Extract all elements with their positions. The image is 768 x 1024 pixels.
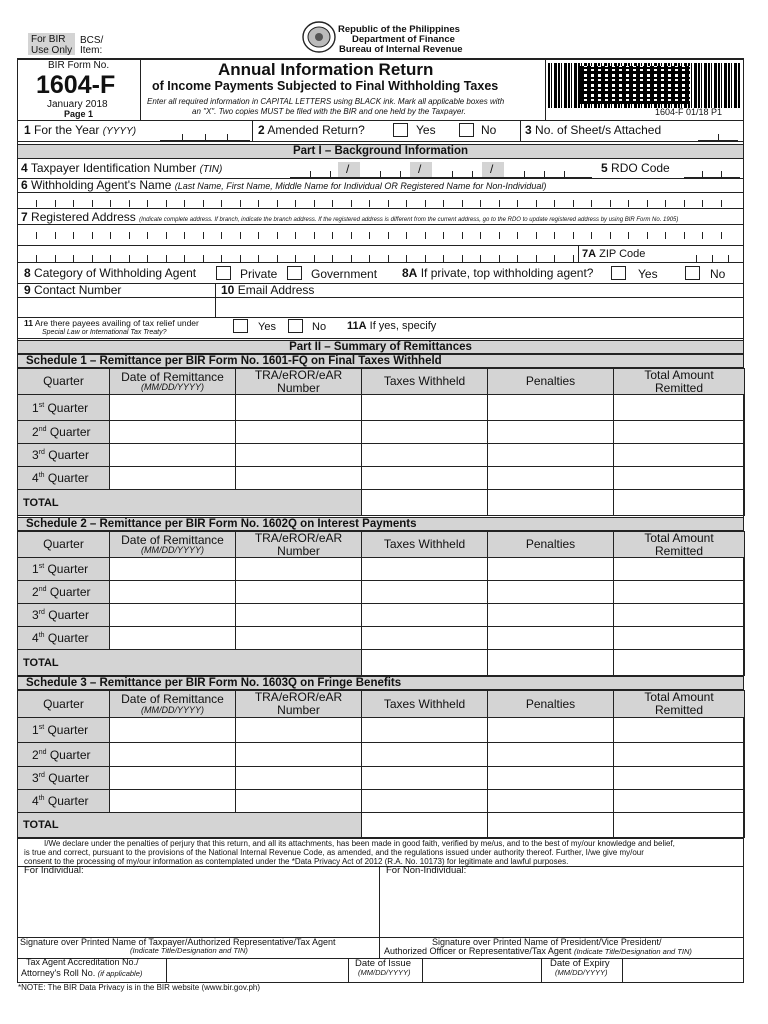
accreditation-label-2: Attorney's Roll No. (if applicable) bbox=[21, 968, 143, 978]
header-total-remitted: Total Amount Remitted bbox=[614, 691, 745, 718]
tra-cell[interactable] bbox=[236, 421, 362, 444]
table-row bbox=[18, 467, 745, 490]
date-of-issue-input[interactable] bbox=[423, 959, 541, 982]
tin-label: 4 Taxpayer Identification Number (TIN) bbox=[21, 161, 223, 175]
table-row bbox=[18, 718, 745, 743]
bir-seal-icon bbox=[302, 21, 336, 53]
total-cell[interactable] bbox=[614, 444, 745, 467]
header-penalties: Penalties bbox=[488, 369, 614, 395]
rdo-code-input[interactable] bbox=[684, 164, 740, 178]
category-government-label: Government bbox=[311, 267, 378, 281]
date-of-expiry-label: Date of Expiry bbox=[550, 958, 610, 969]
tra-cell[interactable] bbox=[236, 767, 362, 790]
taxes-cell[interactable] bbox=[362, 604, 488, 627]
form-title: Annual Information Return bbox=[218, 60, 434, 79]
quarter-label: 3rd Quarter bbox=[18, 767, 110, 790]
date-cell[interactable] bbox=[110, 790, 236, 813]
amended-no-label: No bbox=[481, 123, 497, 137]
penalties-cell[interactable] bbox=[488, 604, 614, 627]
tin-separator: / bbox=[346, 162, 350, 176]
page-number: Page 1 bbox=[64, 109, 94, 119]
total-penalties-cell[interactable] bbox=[488, 650, 614, 676]
contact-number-label: 9 Contact Number bbox=[24, 283, 122, 297]
bureau-text: Bureau of Internal Revenue bbox=[339, 44, 463, 55]
tax-relief-no-checkbox[interactable] bbox=[288, 319, 303, 333]
quarter-label: 1st Quarter bbox=[18, 718, 110, 743]
penalties-cell[interactable] bbox=[488, 395, 614, 421]
sheets-attached-input[interactable] bbox=[698, 128, 738, 141]
penalties-cell[interactable] bbox=[488, 767, 614, 790]
header-date: Date of Remittance (MM/DD/YYYY) bbox=[110, 691, 236, 718]
department-text: Department of Finance bbox=[352, 34, 455, 45]
category-private-label: Private bbox=[240, 267, 278, 281]
specify-input[interactable] bbox=[446, 319, 742, 337]
tra-cell[interactable] bbox=[236, 444, 362, 467]
table-row bbox=[18, 421, 745, 444]
table-row bbox=[18, 581, 745, 604]
penalties-cell[interactable] bbox=[488, 421, 614, 444]
item-3-sheets bbox=[525, 124, 661, 137]
table-row bbox=[18, 790, 745, 813]
individual-signature-hint: (Indicate Title/Designation and TIN) bbox=[130, 946, 248, 955]
year-input[interactable] bbox=[160, 128, 250, 141]
penalties-cell[interactable] bbox=[488, 790, 614, 813]
tra-cell[interactable] bbox=[236, 718, 362, 743]
table-row bbox=[18, 743, 745, 767]
total-cell[interactable] bbox=[614, 467, 745, 490]
schedule-1-table bbox=[17, 368, 745, 516]
for-non-individual-label: For Non-Individual: bbox=[386, 865, 467, 876]
total-penalties-cell[interactable] bbox=[488, 490, 614, 516]
tax-relief-yes-checkbox[interactable] bbox=[233, 319, 248, 333]
quarter-label: 4th Quarter bbox=[18, 467, 110, 490]
declaration-line-2: is true and correct, pursuant to the provisions of the National Internal Revenue Code, as amended, and the regulations issued under authority thereof. Further, I/we give my/our bbox=[24, 848, 644, 857]
taxes-cell[interactable] bbox=[362, 743, 488, 767]
total-amount-cell[interactable] bbox=[614, 490, 745, 516]
category-label: 8 Category of Withholding Agent bbox=[24, 266, 197, 280]
top-agent-no-checkbox[interactable] bbox=[685, 266, 700, 280]
header-quarter: Quarter bbox=[18, 369, 110, 395]
tra-cell[interactable] bbox=[236, 467, 362, 490]
registered-address-input-2[interactable] bbox=[18, 246, 578, 262]
quarter-label: 1st Quarter bbox=[18, 395, 110, 421]
total-row bbox=[18, 490, 745, 516]
taxes-cell[interactable] bbox=[362, 581, 488, 604]
taxes-cell[interactable] bbox=[362, 558, 488, 581]
form-date: January 2018 bbox=[47, 99, 108, 110]
header-date: Date of Remittance (MM/DD/YYYY) bbox=[110, 369, 236, 395]
tax-relief-yes-label: Yes bbox=[258, 321, 276, 333]
zip-code-input[interactable] bbox=[680, 248, 742, 262]
total-taxes-cell[interactable] bbox=[362, 813, 488, 838]
tin-separator: / bbox=[490, 162, 494, 176]
declaration-line-3: consent to the processing of my/our information as contemplated under the *Data Privacy Act of 2012 (R.A. No. 10173) for legitimate and lawful purposes. bbox=[24, 857, 569, 866]
agent-name-input[interactable] bbox=[18, 193, 742, 207]
taxes-cell[interactable] bbox=[362, 718, 488, 743]
form-number: 1604-F bbox=[36, 71, 116, 99]
item-2-num: 2 bbox=[258, 123, 265, 137]
penalties-cell[interactable] bbox=[488, 581, 614, 604]
non-individual-signature-label-1: Signature over Printed Name of President/Vice President/ bbox=[432, 937, 662, 947]
top-agent-yes-label: Yes bbox=[638, 267, 658, 281]
header-taxes-withheld: Taxes Withheld bbox=[362, 691, 488, 718]
item-3-num: 3 bbox=[525, 123, 532, 137]
for-individual-label: For Individual: bbox=[24, 865, 84, 876]
part-1-banner: Part I – Background Information bbox=[17, 144, 744, 159]
taxes-cell[interactable] bbox=[362, 421, 488, 444]
date-cell[interactable] bbox=[110, 558, 236, 581]
header-tra: TRA/eROR/eAR Number bbox=[236, 691, 362, 718]
declaration-line-1: I/We declare under the penalties of perjury that this return, and all its attachments, has been made in good faith, verified by me/us, and to the best of my/our knowledge and belief, bbox=[44, 839, 675, 848]
taxes-cell[interactable] bbox=[362, 467, 488, 490]
zip-code-label: 7A ZIP Code bbox=[582, 248, 646, 260]
contact-number-input[interactable] bbox=[18, 298, 214, 316]
total-cell[interactable] bbox=[614, 558, 745, 581]
header-taxes-withheld: Taxes Withheld bbox=[362, 369, 488, 395]
total-row bbox=[18, 650, 745, 676]
date-cell[interactable] bbox=[110, 627, 236, 650]
agent-name-label: 6 Withholding Agent's Name (Last Name, First Name, Middle Name for Individual OR Registered Name for Non-Individual) bbox=[21, 178, 547, 192]
item-3-label: No. of Sheet/s Attached bbox=[535, 123, 662, 137]
header-date: Date of Remittance (MM/DD/YYYY) bbox=[110, 532, 236, 558]
use-only-label: Use Only bbox=[31, 45, 73, 56]
tax-relief-label-2: Special Law or International Tax Treaty? bbox=[42, 329, 167, 336]
for-bir-label: For BIR bbox=[31, 34, 66, 45]
total-label: TOTAL bbox=[18, 650, 362, 676]
amended-yes-label: Yes bbox=[416, 123, 436, 137]
instruction-line-2: an "X". Two copies MUST be filed with the BIR and one held by the Taxpayer. bbox=[192, 107, 466, 116]
total-taxes-cell[interactable] bbox=[362, 490, 488, 516]
tin-input[interactable] bbox=[290, 162, 592, 178]
date-of-expiry-input[interactable] bbox=[623, 959, 742, 982]
date-cell[interactable] bbox=[110, 467, 236, 490]
schedule-2-title: Schedule 2 – Remittance per BIR Form No. 1602Q on Interest Payments bbox=[17, 517, 744, 531]
table-row bbox=[18, 395, 745, 421]
header-tra: TRA/eROR/eAR Number bbox=[236, 532, 362, 558]
schedule-3-table bbox=[17, 690, 745, 838]
quarter-label: 2nd Quarter bbox=[18, 743, 110, 767]
tra-cell[interactable] bbox=[236, 790, 362, 813]
header-total-remitted: Total Amount Remitted bbox=[614, 532, 745, 558]
header-tra: TRA/eROR/eAR Number bbox=[236, 369, 362, 395]
taxes-cell[interactable] bbox=[362, 627, 488, 650]
non-individual-signature-area[interactable] bbox=[380, 878, 742, 936]
total-penalties-cell[interactable] bbox=[488, 813, 614, 838]
accreditation-input[interactable] bbox=[167, 959, 348, 982]
total-cell[interactable] bbox=[614, 395, 745, 421]
table-row bbox=[18, 444, 745, 467]
total-amount-cell[interactable] bbox=[614, 813, 745, 838]
amended-yes-checkbox[interactable] bbox=[393, 123, 408, 137]
date-cell[interactable] bbox=[110, 444, 236, 467]
date-cell[interactable] bbox=[110, 395, 236, 421]
top-agent-label: 8A If private, top withholding agent? bbox=[402, 266, 594, 280]
instruction-line-1: Enter all required information in CAPITAL LETTERS using BLACK ink. Mark all applicable boxes with bbox=[147, 97, 505, 106]
header-taxes-withheld: Taxes Withheld bbox=[362, 532, 488, 558]
total-cell[interactable] bbox=[614, 767, 745, 790]
total-label: TOTAL bbox=[18, 490, 362, 516]
total-label: TOTAL bbox=[18, 813, 362, 838]
quarter-label: 3rd Quarter bbox=[18, 444, 110, 467]
item-2-label: Amended Return? bbox=[267, 123, 365, 137]
header-quarter: Quarter bbox=[18, 532, 110, 558]
total-row bbox=[18, 813, 745, 838]
date-of-issue-hint: (MM/DD/YYYY) bbox=[358, 968, 411, 977]
quarter-label: 2nd Quarter bbox=[18, 421, 110, 444]
tra-cell[interactable] bbox=[236, 558, 362, 581]
header-penalties: Penalties bbox=[488, 532, 614, 558]
date-cell[interactable] bbox=[110, 767, 236, 790]
total-taxes-cell[interactable] bbox=[362, 650, 488, 676]
accreditation-label-1: Tax Agent Accreditation No./ bbox=[26, 957, 139, 967]
amended-no-checkbox[interactable] bbox=[459, 123, 474, 137]
item-1-label: For the Year bbox=[34, 123, 100, 137]
top-agent-yes-checkbox[interactable] bbox=[611, 266, 626, 280]
tra-cell[interactable] bbox=[236, 604, 362, 627]
date-of-issue-label: Date of Issue bbox=[355, 958, 411, 969]
total-cell[interactable] bbox=[614, 604, 745, 627]
registered-address-label: 7 Registered Address (Indicate complete address. If branch, indicate the branch address. If the registered address is different from the current address, go to the RDO to update registered address by using BIR Form No. 1905) bbox=[21, 210, 679, 224]
form-no-label: BIR Form No. bbox=[48, 60, 110, 71]
date-cell[interactable] bbox=[110, 581, 236, 604]
quarter-label: 4th Quarter bbox=[18, 790, 110, 813]
quarter-label: 3rd Quarter bbox=[18, 604, 110, 627]
taxes-cell[interactable] bbox=[362, 395, 488, 421]
total-cell[interactable] bbox=[614, 743, 745, 767]
tra-cell[interactable] bbox=[236, 581, 362, 604]
penalties-cell[interactable] bbox=[488, 444, 614, 467]
date-cell[interactable] bbox=[110, 421, 236, 444]
tin-separator: / bbox=[418, 162, 422, 176]
date-of-expiry-hint: (MM/DD/YYYY) bbox=[555, 968, 608, 977]
penalties-cell[interactable] bbox=[488, 743, 614, 767]
item-1-num: 1 bbox=[24, 123, 31, 137]
republic-text: Republic of the Philippines bbox=[338, 24, 460, 35]
form-subtitle: of Income Payments Subjected to Final Withholding Taxes bbox=[152, 79, 499, 93]
item-2-amended bbox=[258, 124, 365, 137]
bcs-label: BCS/ bbox=[80, 35, 104, 46]
table-row bbox=[18, 604, 745, 627]
date-cell[interactable] bbox=[110, 604, 236, 627]
taxes-cell[interactable] bbox=[362, 444, 488, 467]
date-cell[interactable] bbox=[110, 718, 236, 743]
tax-relief-label: 11 Are there payees availing of tax relief under bbox=[24, 318, 199, 328]
form-code: 1604-F 01/18 P1 bbox=[655, 107, 723, 117]
header-quarter: Quarter bbox=[18, 691, 110, 718]
table-row bbox=[18, 767, 745, 790]
taxes-cell[interactable] bbox=[362, 790, 488, 813]
penalties-cell[interactable] bbox=[488, 627, 614, 650]
email-address-label: 10 Email Address bbox=[221, 283, 315, 297]
tra-cell[interactable] bbox=[236, 395, 362, 421]
date-cell[interactable] bbox=[110, 743, 236, 767]
penalties-cell[interactable] bbox=[488, 558, 614, 581]
item-label: Item: bbox=[80, 45, 103, 56]
category-private-checkbox[interactable] bbox=[216, 266, 231, 280]
tra-cell[interactable] bbox=[236, 627, 362, 650]
part-2-banner: Part II – Summary of Remittances bbox=[17, 340, 744, 354]
quarter-label: 4th Quarter bbox=[18, 627, 110, 650]
non-individual-signature-label-2: Authorized Officer or Representative/Tax Agent (Indicate Title/Designation and TIN) bbox=[384, 946, 692, 956]
penalties-cell[interactable] bbox=[488, 467, 614, 490]
schedule-2-table bbox=[17, 531, 745, 676]
schedule-3-title: Schedule 3 – Remittance per BIR Form No. 1603Q on Fringe Benefits bbox=[17, 676, 744, 690]
registered-address-input-1[interactable] bbox=[18, 225, 742, 239]
total-cell[interactable] bbox=[614, 581, 745, 604]
top-agent-no-label: No bbox=[710, 267, 726, 281]
individual-signature-area[interactable] bbox=[18, 878, 378, 936]
total-cell[interactable] bbox=[614, 421, 745, 444]
header-penalties: Penalties bbox=[488, 691, 614, 718]
privacy-note: *NOTE: The BIR Data Privacy is in the BIR website (www.bir.gov.ph) bbox=[18, 983, 261, 992]
total-cell[interactable] bbox=[614, 790, 745, 813]
item-1-hint: (YYYY) bbox=[102, 126, 137, 137]
total-cell[interactable] bbox=[614, 627, 745, 650]
specify-label: 11A If yes, specify bbox=[347, 320, 437, 332]
taxes-cell[interactable] bbox=[362, 767, 488, 790]
email-address-input[interactable] bbox=[216, 298, 742, 316]
rdo-code-label: 5 RDO Code bbox=[601, 161, 670, 175]
table-row bbox=[18, 627, 745, 650]
schedule-1-title: Schedule 1 – Remittance per BIR Form No. 1601-FQ on Final Taxes Withheld bbox=[17, 354, 744, 368]
total-cell[interactable] bbox=[614, 718, 745, 743]
individual-signature-label: Signature over Printed Name of Taxpayer/Authorized Representative/Tax Agent bbox=[20, 937, 336, 947]
category-government-checkbox[interactable] bbox=[287, 266, 302, 280]
table-row bbox=[18, 558, 745, 581]
tra-cell[interactable] bbox=[236, 743, 362, 767]
penalties-cell[interactable] bbox=[488, 718, 614, 743]
header-total-remitted: Total Amount Remitted bbox=[614, 369, 745, 395]
quarter-label: 2nd Quarter bbox=[18, 581, 110, 604]
quarter-label: 1st Quarter bbox=[18, 558, 110, 581]
form-barcode bbox=[548, 63, 740, 108]
total-amount-cell[interactable] bbox=[614, 650, 745, 676]
tax-relief-no-label: No bbox=[312, 321, 327, 333]
